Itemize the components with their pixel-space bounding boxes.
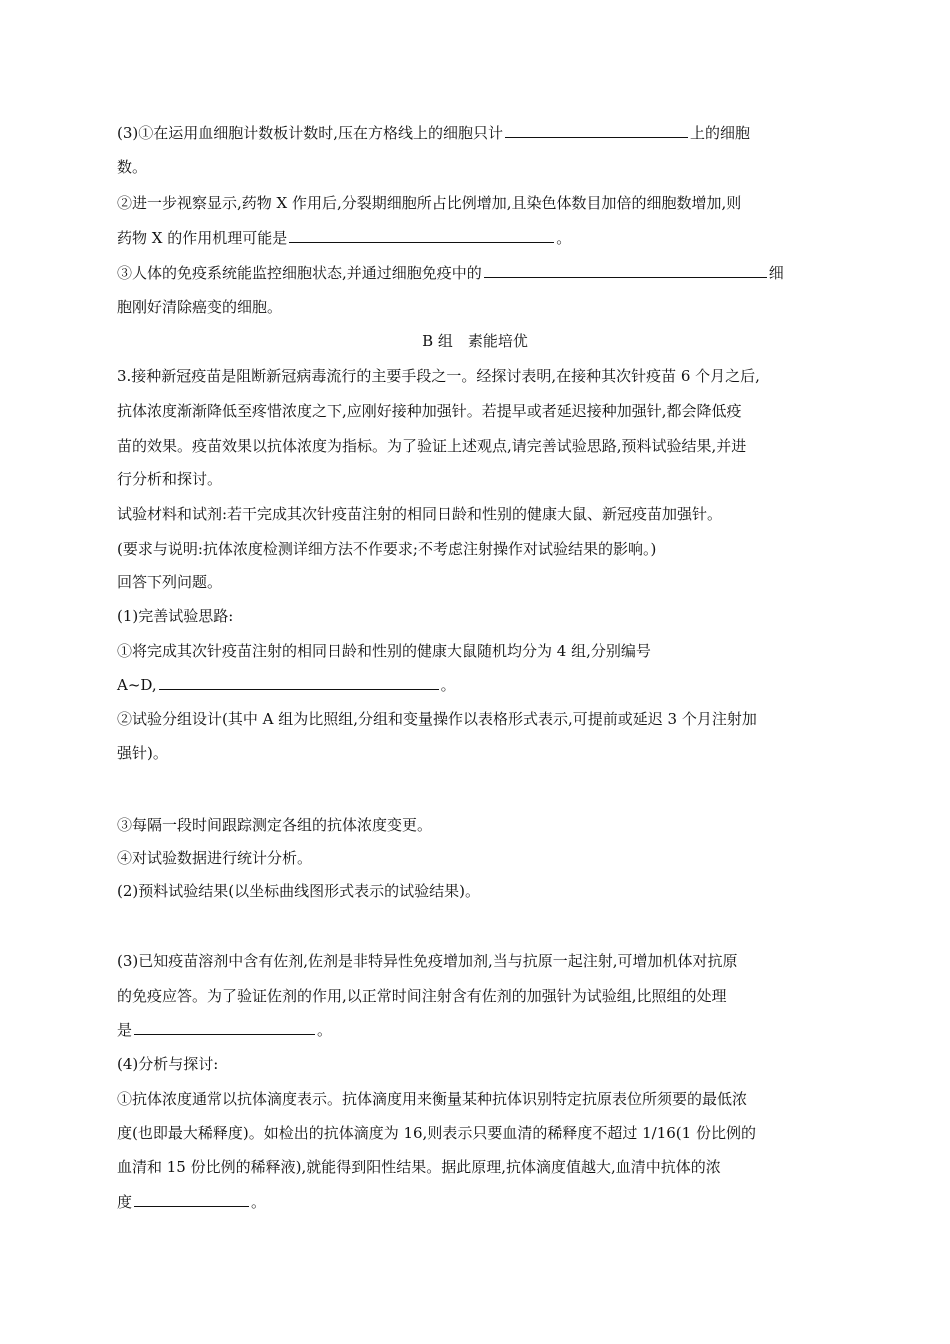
q3-line-17: 的免疫应答。为了验证佐剂的作用,以正常时间注射含有佐剂的加强针为试验组,比照组的处理: [117, 987, 727, 1005]
q3-line-9: ①将完成其次针疫苗注射的相同日龄和性别的健康大鼠随机均分为 4 组,分别编号: [117, 642, 651, 660]
q3-line-19: (4)分析与探讨:: [117, 1055, 219, 1073]
answer-blank-1[interactable]: [505, 123, 688, 138]
answer-blank-3[interactable]: [484, 263, 767, 278]
q2-3-text-5a: ③人体的免疫系统能监控细胞状态,并通过细胞免疫中的: [117, 264, 482, 282]
q3-line-10: [117, 675, 456, 695]
q3-line-6: (要求与说明:抗体浓度检测详细方法不作要求;不考虑注射操作对试验结果的影响。): [117, 540, 657, 558]
answer-blank-2[interactable]: [289, 228, 554, 243]
q3-text-23a: 度: [117, 1193, 133, 1211]
q3-line-12: 强针)。: [117, 744, 168, 762]
q2-3-text-5b: 细: [768, 264, 784, 282]
q3-line-23: [117, 1192, 266, 1212]
q3-text-10b: 。: [440, 676, 456, 694]
q3-line-13: ③每隔一段时间跟踪测定各组的抗体浓度变更。: [117, 816, 433, 834]
section-title: B 组 素能培优: [422, 332, 528, 350]
q2-3-line-5: [117, 263, 784, 283]
q2-3-text-1b: 上的细胞: [690, 124, 751, 142]
q2-3-text-4a: 药物 X 的作用机理可能是: [117, 229, 288, 247]
q3-text-18a: 是: [117, 1021, 133, 1039]
q3-text-18b: 。: [317, 1021, 333, 1039]
q3-line-4: 行分析和探讨。: [117, 470, 223, 488]
answer-blank-5[interactable]: [134, 1020, 315, 1035]
q2-3-line-6: 胞刚好清除癌变的细胞。: [117, 298, 283, 316]
q2-3-text-4b: 。: [556, 229, 572, 247]
q2-3-line-1: [117, 123, 750, 143]
answer-blank-6[interactable]: [134, 1192, 249, 1207]
q3-text-23b: 。: [251, 1193, 267, 1211]
q3-line-2: 抗体浓度渐渐降低至疼惜浓度之下,应刚好接种加强针。若提早或者延迟接种加强针,都会降低疫: [117, 402, 742, 420]
q2-3-line-3: ②进一步视察显示,药物 X 作用后,分裂期细胞所占比例增加,且染色体数目加倍的细胞数增加,则: [117, 194, 742, 212]
q3-line-15: (2)预料试验结果(以坐标曲线图形式表示的试验结果)。: [117, 882, 480, 900]
q3-line-20: ①抗体浓度通常以抗体滴度表示。抗体滴度用来衡量某种抗体识别特定抗原表位所须要的最低浓: [117, 1090, 748, 1108]
q3-text-10a: A~D,: [117, 676, 157, 694]
q3-line-22: 血清和 15 份比例的稀释液),就能得到阳性结果。据此原理,抗体滴度值越大,血清中抗体的浓: [117, 1158, 721, 1176]
q3-line-14: ④对试验数据进行统计分析。: [117, 849, 313, 867]
q3-line-18: [117, 1020, 332, 1040]
q3-line-1: 3.接种新冠疫苗是阻断新冠病毒流行的主要手段之一。经探讨表明,在接种其次针疫苗 6 个月之后,: [117, 367, 760, 385]
q3-line-21: 度(也即最大稀释度)。如检出的抗体滴度为 16,则表示只要血清的稀释度不超过 1/16(1 份比例的: [117, 1124, 756, 1142]
q3-line-16: (3)已知疫苗溶剂中含有佐剂,佐剂是非特异性免疫增加剂,当与抗原一起注射,可增加机体对抗原: [117, 952, 738, 970]
q3-line-5: 试验材料和试剂:若干完成其次针疫苗注射的相同日龄和性别的健康大鼠、新冠疫苗加强针。: [117, 505, 723, 523]
q3-line-11: ②试验分组设计(其中 A 组为比照组,分组和变量操作以表格形式表示,可提前或延迟 3 个月注射加: [117, 710, 757, 728]
q3-line-3: 苗的效果。疫苗效果以抗体浓度为指标。为了验证上述观点,请完善试验思路,预料试验结果,并进: [117, 437, 747, 455]
q2-3-line-4: [117, 228, 571, 248]
q2-3-line-2: 数。: [117, 158, 148, 176]
q3-line-8: (1)完善试验思路:: [117, 607, 234, 625]
answer-blank-4[interactable]: [159, 675, 439, 690]
q2-3-text-1a: (3)①在运用血细胞计数板计数时,压在方格线上的细胞只计: [117, 124, 504, 142]
q3-line-7: 回答下列问题。: [117, 573, 223, 591]
